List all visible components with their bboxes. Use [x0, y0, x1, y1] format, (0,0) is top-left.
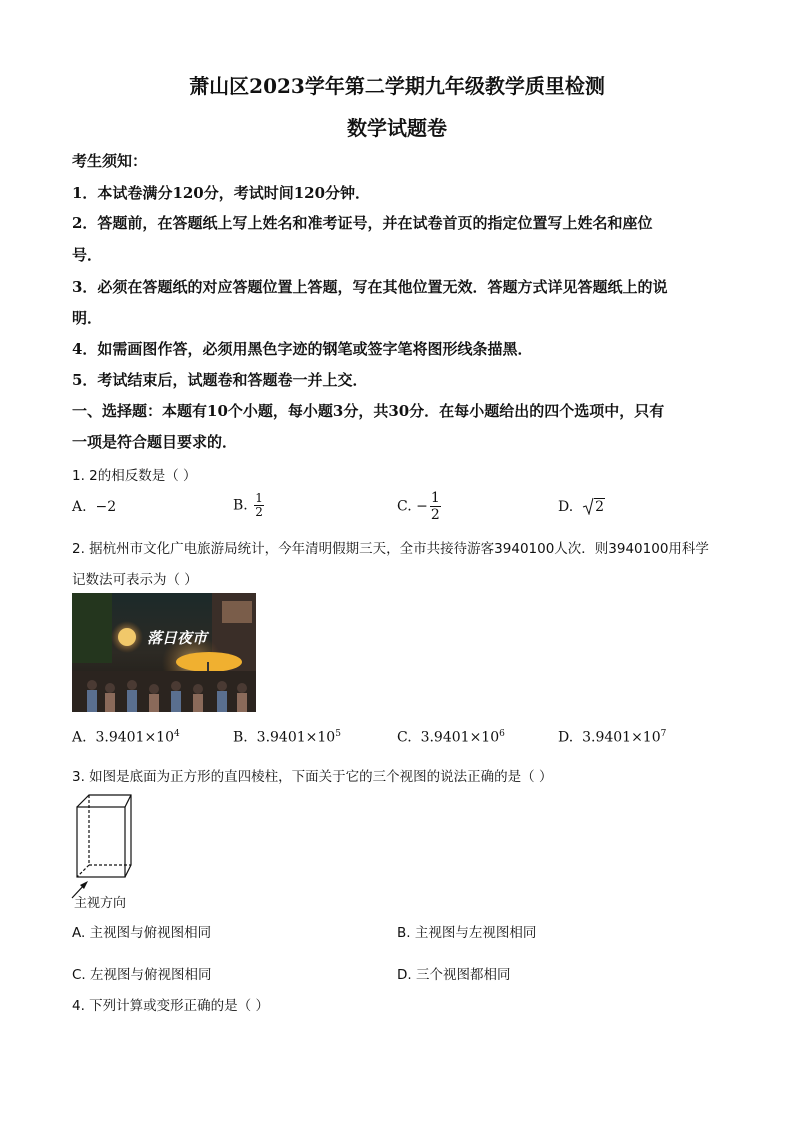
q3-option-d: D. 三个视图都相同	[397, 967, 511, 983]
numerator: 1	[430, 490, 440, 506]
notice-item-2: 2．答题前，在答题纸上写上姓名和准考证号，并在试卷首页的指定位置写上姓名和座位	[72, 214, 653, 232]
q3-option-a: A. 主视图与俯视图相同	[72, 925, 212, 941]
notice-item-3-cont: 明．	[72, 309, 103, 327]
q2-option-d-exponent: 7	[660, 729, 667, 739]
q2-option-d	[558, 729, 666, 746]
q2-option-b	[233, 729, 341, 746]
question-1-stem: 1. 2的相反数是（ ）	[72, 468, 197, 484]
question-4-stem: 4. 下列计算或变形正确的是（ ）	[72, 998, 269, 1014]
q3-option-b: B. 主视图与左视图相同	[397, 925, 537, 941]
q1-option-b-fraction	[254, 492, 264, 519]
prism-figure	[70, 792, 140, 904]
q2-option-c-base: 3.9401×10	[420, 729, 500, 746]
q1-option-b-label: B.	[233, 497, 248, 514]
q2-option-b-label: B.	[233, 729, 248, 746]
q1-option-b	[233, 492, 264, 519]
q1-option-c	[397, 490, 441, 523]
q2-option-c-label: C.	[397, 729, 412, 746]
q2-option-d-base: 3.9401×10	[582, 729, 661, 746]
q1-option-d-label: D.	[558, 499, 574, 515]
q3-option-c: C. 左视图与俯视图相同	[72, 967, 212, 983]
section-heading-cont: 一项是符合题目要求的．	[72, 433, 238, 451]
q2-option-c-exponent: 6	[499, 729, 505, 739]
q1-option-a	[72, 499, 116, 515]
notice-item-2-cont: 号．	[72, 246, 103, 264]
q1-option-d-value: 2	[595, 499, 605, 515]
q1-option-c-fraction	[430, 490, 441, 523]
question-3-stem: 3. 如图是底面为正方形的直四棱柱，下面关于它的三个视图的说法正确的是（ ）	[72, 769, 553, 785]
section-heading: 一、选择题：本题有10个小题，每小题3分，共30分．在每小题给出的四个选项中，只有	[72, 402, 665, 420]
notice-heading: 考生须知：	[72, 152, 148, 170]
q2-option-b-base: 3.9401×10	[256, 729, 336, 746]
q1-option-c-sign: −	[416, 498, 428, 515]
night-market-photo	[72, 593, 256, 712]
notice-item-3: 3．必须在答题纸的对应答题位置上答题，写在其他位置无效．答题方式详见答题纸上的说	[72, 278, 668, 296]
paper-title: 萧山区2023学年第二学期九年级教学质里检测	[189, 74, 605, 98]
question-2-stem-cont: 记数法可表示为（ ）	[72, 572, 198, 588]
notice-item-5: 5．考试结束后，试题卷和答题卷一并上交．	[72, 371, 368, 389]
view-direction-label: 主视方向	[74, 896, 127, 911]
photo-caption: 落日夜市	[147, 629, 208, 647]
q1-option-a-label: A.	[72, 499, 87, 515]
q2-option-a-exponent: 4	[174, 729, 180, 739]
numerator: 1	[255, 491, 263, 505]
sqrt-icon	[582, 497, 594, 515]
q2-option-c	[397, 729, 505, 746]
q2-option-a	[72, 729, 180, 746]
denominator: 2	[430, 507, 440, 523]
q2-option-b-exponent: 5	[335, 729, 341, 739]
q1-option-d	[558, 497, 605, 515]
q1-option-c-label: C.	[397, 498, 412, 515]
q1-option-a-value: −2	[95, 499, 117, 515]
question-2-stem: 2. 据杭州市文化广电旅游局统计，今年清明假期三天，全市共接待游客3940100人次．则3940100用科学	[72, 541, 709, 557]
denominator: 2	[255, 505, 263, 519]
q2-option-a-base: 3.9401×10	[95, 729, 174, 746]
q2-option-a-label: A.	[72, 729, 87, 746]
notice-item-1: 1．本试卷满分120分，考试时间120分钟．	[72, 184, 371, 202]
notice-item-4: 4．如需画图作答，必须用黑色字迹的钢笔或签字笔将图形线条描黑．	[72, 340, 533, 358]
paper-subtitle: 数学试题卷	[347, 116, 447, 140]
q2-option-d-label: D.	[558, 729, 574, 746]
